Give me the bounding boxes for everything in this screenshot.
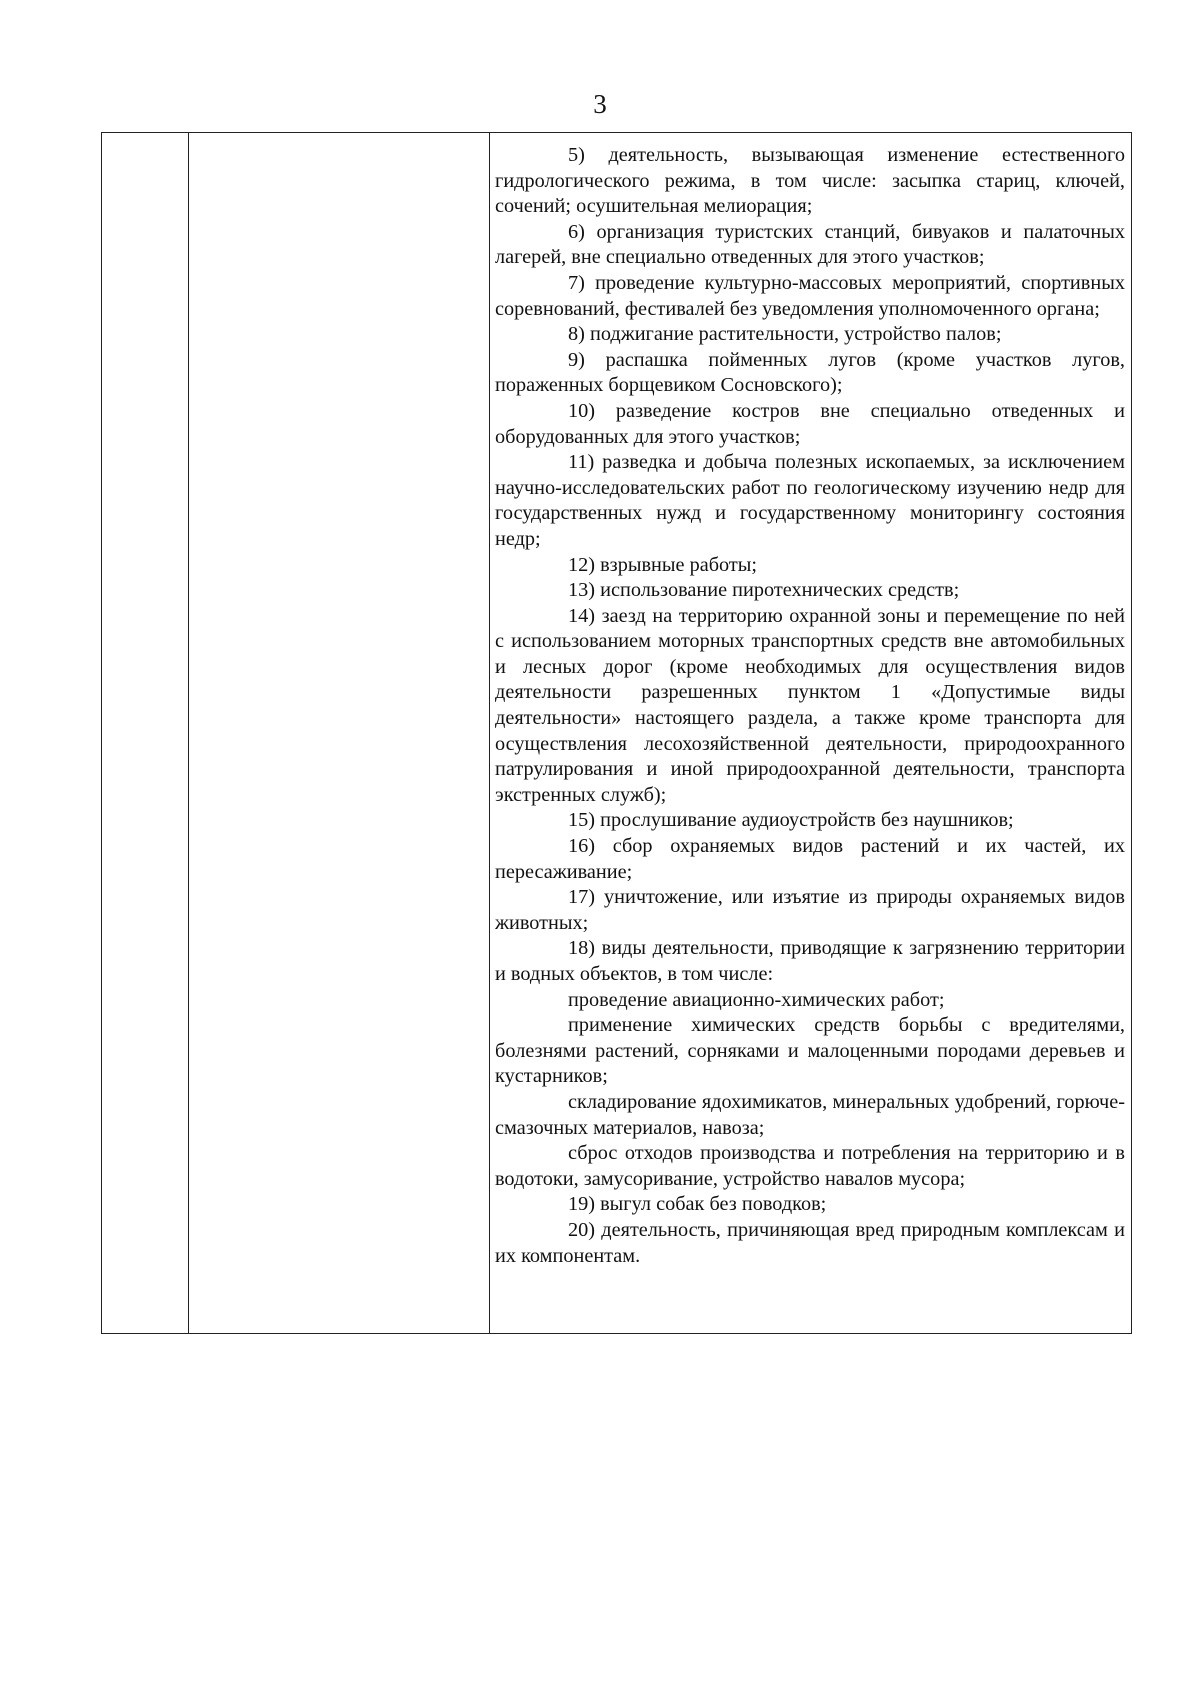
list-item: 7) проведение культурно-массовых мероприятий, спортивных соревнований, фестивалей без уведомления уполномоченного органа;	[495, 271, 1125, 320]
sub-list-item: проведение авиационно-химических работ;	[568, 988, 945, 1011]
list-item: 6) организация туристских станций, бивуаков и палаточных лагерей, вне специально отведенных для этого участков;	[495, 220, 1125, 269]
table-cell-prohibited-activities	[495, 143, 1125, 1269]
list-item: 14) заезд на территорию охранной зоны и перемещение по ней с использованием моторных транспортных средств вне автомобильных и лесных дорог (кроме необходимых для осуществления видов деятельности разрешенных пунктом 1 «Допустимые виды деятельности» настоящего раздела, а также кроме транспорта для осуществления лесохозяйственной деятельности, природоохранного патрулирования и иной природоохранной деятельности, транспорта экстренных служб);	[495, 604, 1125, 806]
list-item: 9) распашка пойменных лугов (кроме участков лугов, пораженных борщевиком Сосновского);	[495, 348, 1125, 397]
list-item: 15) прослушивание аудиоустройств без наушников;	[568, 809, 1014, 832]
sub-list-item: складирование ядохимикатов, минеральных удобрений, горюче-смазочных материалов, навоза;	[495, 1090, 1125, 1139]
document-table	[101, 132, 1132, 1334]
column-divider-1	[188, 133, 189, 1333]
list-item: 13) использование пиротехнических средств;	[568, 579, 960, 602]
column-divider-2	[489, 133, 490, 1333]
list-item: 11) разведка и добыча полезных ископаемых, за исключением научно-исследовательских работ по геологическому изучению недр для государственных нужд и государственному мониторингу состояния недр;	[495, 451, 1125, 550]
sub-list-item: применение химических средств борьбы с вредителями, болезнями растений, сорняками и малоценными породами деревьев и кустарников;	[495, 1014, 1125, 1088]
list-item: 20) деятельность, причиняющая вред природным комплексам и их компонентам.	[495, 1218, 1125, 1267]
page-number: 3	[593, 89, 607, 119]
sub-list-item: сброс отходов производства и потребления на территорию и в водотоки, замусоривание, устройство навалов мусора;	[495, 1142, 1125, 1190]
list-item: 17) уничтожение, или изъятие из природы охраняемых видов животных;	[495, 886, 1125, 934]
list-item: 18) виды деятельности, приводящие к загрязнению территории и водных объектов, в том числе:	[495, 937, 1125, 985]
list-item: 12) взрывные работы;	[568, 553, 758, 576]
list-item: 16) сбор охраняемых видов растений и их частей, их пересаживание;	[495, 835, 1125, 883]
list-item: 5) деятельность, вызывающая изменение естественного гидрологического режима, в том числе: засыпка стариц, ключей, сочений; осушительная мелиорация;	[495, 144, 1125, 218]
list-item: 8) поджигание растительности, устройство палов;	[568, 323, 1002, 346]
list-item: 10) разведение костров вне специально отведенных и оборудованных для этого участков;	[495, 399, 1125, 448]
list-item: 19) выгул собак без поводков;	[568, 1193, 827, 1216]
